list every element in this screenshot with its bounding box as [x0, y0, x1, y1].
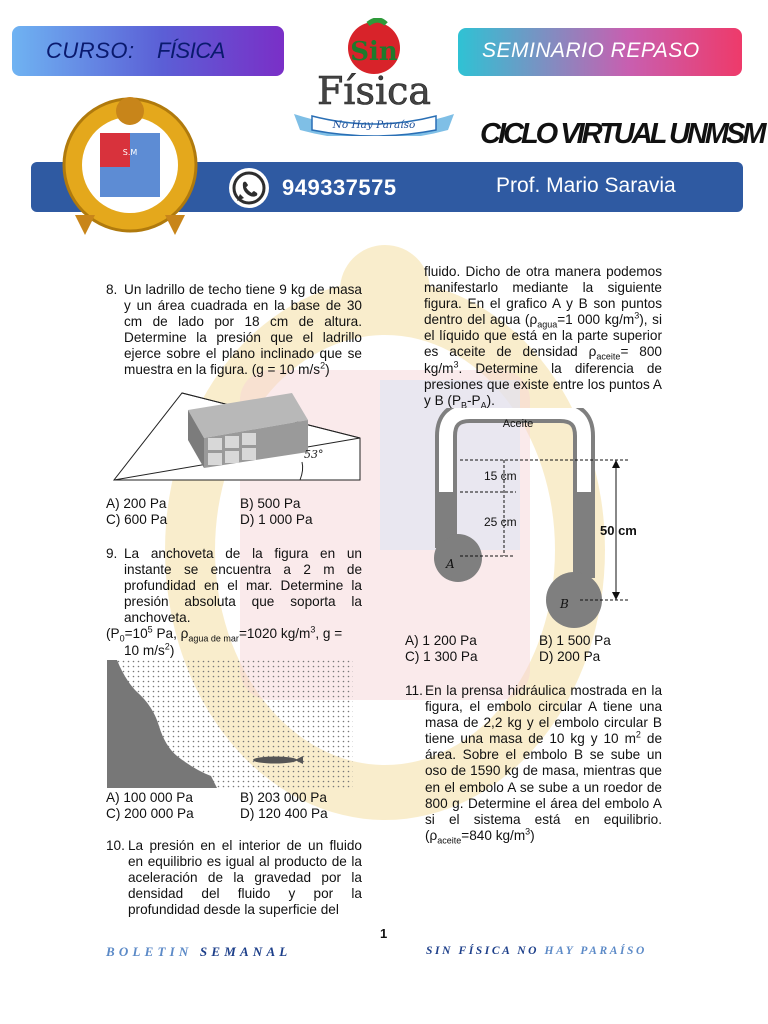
cycle-title [480, 118, 763, 151]
q8-options [106, 496, 366, 528]
u-tube-15cm: 15 cm [484, 469, 517, 483]
page-number: 1 [380, 926, 388, 941]
q8-option-c[interactable]: C) 600 Pa [106, 512, 168, 527]
q8-option-d[interactable]: D) 1 000 Pa [240, 512, 313, 527]
u-tube-50cm: 50 cm [600, 523, 637, 538]
q8-angle-label: 53° [304, 448, 324, 461]
brand-main-text: Física [316, 69, 432, 113]
footer-right: SIN FÍSICA NO HAY PARAÍSO [426, 945, 647, 957]
seminar-label: SEMINARIO REPASO [482, 39, 700, 62]
question-9 [106, 546, 362, 659]
course-pill [12, 26, 284, 76]
q9-option-b[interactable]: B) 203 000 Pa [240, 790, 327, 805]
q10-option-b[interactable]: B) 1 500 Pa [539, 633, 611, 648]
q10-option-c[interactable]: C) 1 300 Pa [405, 649, 478, 664]
u-tube-point-a: A [446, 557, 455, 571]
unmsm-crest [55, 85, 205, 245]
q10-options [405, 633, 665, 665]
q8-text: Un ladrillo de techo tiene 9 kg de masa y un área cuadrada en la base de 30 cm de lado por 18 cm de altura. Determine la presión que el ladrillo ejerce sobre el plano inclinado que se muestra en la figura. (g = 10 $m/s^2$) [124, 282, 362, 378]
q10-number: 10. [106, 838, 125, 853]
question-10 [106, 838, 362, 918]
sin-fisica-logo [288, 18, 460, 136]
u-tube-25cm: 25 cm [484, 515, 517, 529]
q8-option-b[interactable]: B) 500 Pa [240, 496, 301, 511]
u-tube-aceite-label: Aceite [502, 418, 534, 430]
q11-number: 11. [405, 683, 423, 698]
brand-ribbon-text: No Hay Paraíso [332, 119, 416, 131]
q9-options [106, 790, 366, 822]
course-label: CURSO: [46, 38, 135, 63]
q9-option-d[interactable]: D) 120 400 Pa [240, 806, 328, 821]
q8-number: 8. [106, 282, 118, 297]
q10-text: La presión en el interior de un fluido en equilibrio es igual al producto de la aceleración de la gravedad por la densidad del fluido y por la profundidad desde la superficie del [128, 838, 362, 918]
q9-data-2: 10 $m/s^2$) [124, 641, 175, 658]
q8-option-a[interactable]: A) 200 Pa [106, 496, 167, 511]
q9-option-a[interactable]: A) 100 000 Pa [106, 790, 193, 805]
course-value: FÍSICA [157, 38, 225, 63]
u-tube-point-b: B [560, 597, 569, 611]
q9-data: ($P_0=10^5$ Pa, $\rho_{agua de mar}=1020$ $kg/m^3$, g = [106, 624, 343, 645]
professor-name: Prof. Mario Saravia [496, 174, 676, 197]
question-11 [405, 683, 662, 844]
crest-initials: S.M [122, 148, 138, 157]
q11-text: En la prensa hidráulica mostrada en la figura, el embolo circular A tiene una masa de 2,2 kg y el embolo circular B tiene una masa de 10 kg y 10 $m^2$ de área. Sobre el embolo B se sube un oso de 1590 kg de masa, mientras que en el embolo A se sube a un roedor de 800 g. Determine el área del embolo A si el sistema está en equilibrio. ($\rho_{aceite}=840$ $kg/m^3$) [425, 683, 662, 846]
q10-option-d[interactable]: D) 200 Pa [539, 649, 601, 664]
q10-option-a[interactable]: A) 1 200 Pa [405, 633, 477, 648]
q10-figure-u-tube [430, 408, 650, 634]
q8-figure-brick-on-incline [112, 388, 364, 484]
phone-number[interactable]: 949337575 [282, 175, 397, 200]
cycle-title-text: CICLO VIRTUAL UNMSM [480, 118, 764, 150]
q9-text: La anchoveta de la figura en un instante se encuentra a 2 m de profundidad en el mar. Determine la presión absoluta que soporta la anchoveta. [124, 546, 362, 626]
question-8 [106, 282, 362, 379]
q9-number: 9. [106, 546, 118, 561]
q9-option-c[interactable]: C) 200 000 Pa [106, 806, 194, 821]
brand-top-text: Sin [350, 37, 398, 67]
seminar-pill [458, 28, 742, 76]
q9-figure-sea [107, 660, 353, 788]
q10-continuation: fluido. Dicho de otra manera podemos manifestarlo mediante la siguiente figura. En el grafico A y B son puntos dentro del agua ($\rho_{agua}=1$ 000 $kg/m^3$), si el líquido que está en la parte superior es aceite de densidad $\rho_{aceite}= 800$ $kg/m^3$. Determine la diferencia de presiones que existe entre los puntos A y B $(P_B-P_A)$. [424, 264, 662, 411]
footer-left: BOLETIN SEMANAL [106, 944, 292, 959]
whatsapp-icon [229, 168, 269, 208]
